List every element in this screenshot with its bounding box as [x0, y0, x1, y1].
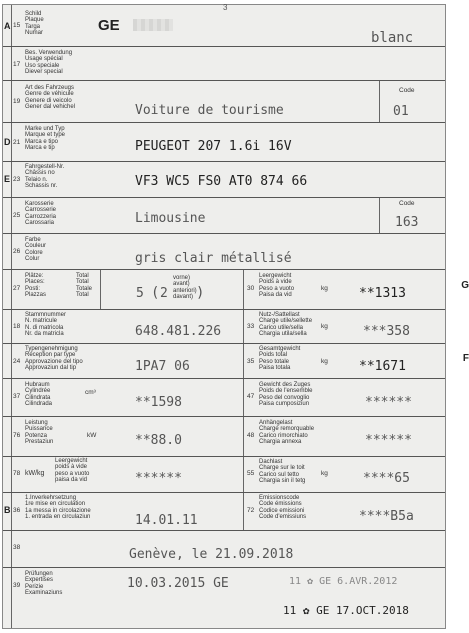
row-matricule-payload — [3, 309, 445, 343]
field-label: Farbe Couleur Colore Colur — [25, 237, 47, 262]
train-weight-value: ****** — [365, 395, 412, 410]
field-label: Plätze: Places: Posti: Plazzas — [25, 273, 47, 298]
power-value: **88.0 — [135, 433, 182, 448]
row-inspections — [3, 567, 445, 628]
field-label: Marke und Typ Marque et type Marca e tipo Marca e tip — [25, 126, 66, 151]
field-label: Prüfungen Expertises Perizie Examinaziuns — [25, 571, 63, 596]
field-label: Typengenehmigung Réception par type Approvazione del tipo Approvaziun dal tip — [25, 346, 83, 371]
field-number: 76 — [13, 432, 21, 439]
row-power-trailer — [3, 416, 445, 456]
field-number: 23 — [13, 176, 21, 183]
first-registration-value: 14.01.11 — [135, 513, 198, 528]
registration-document — [2, 3, 469, 629]
field-number: 17 — [13, 61, 21, 68]
row-vehicle-type — [3, 80, 445, 122]
field-label: Leergewicht poids à vide peso a vuoto paisa da vid — [55, 458, 90, 483]
seats-total: 5 — [136, 286, 144, 301]
vehicle-type-code: 01 — [393, 104, 409, 119]
field-number: 38 — [13, 544, 21, 551]
row-body — [3, 197, 445, 233]
canton-code: GE — [98, 17, 120, 34]
unit-kw: kW — [87, 432, 97, 439]
row-displacement-train — [3, 378, 445, 416]
section-letter-b: B — [4, 505, 11, 515]
field-number: 39 — [13, 582, 21, 589]
field-number: 15 — [13, 22, 21, 29]
row-special-use — [3, 46, 445, 80]
field-number: 35 — [247, 358, 255, 365]
displacement-value: **1598 — [135, 395, 182, 410]
field-label: Bes. Verwendung Usage spécial Uso speciale Diever special — [25, 50, 73, 75]
paren-close: ) — [196, 285, 205, 301]
color-value: gris clair métallisé — [135, 251, 292, 266]
roof-load-value: ****65 — [363, 471, 410, 486]
unit-cm3: cm³ — [85, 389, 96, 396]
field-label: Emissionscode Code émissions Codice emissioni Code d'emissiuns — [259, 495, 307, 520]
unit-kg: kg — [321, 323, 328, 330]
field-label: Gewicht des Zuges Poids de l'ensemble Peso del convoglio Paisa cumposiziun — [259, 382, 313, 407]
inspection-stamp-2: 11 ✿ GE 17.OCT.2018 — [283, 604, 409, 617]
field-number: 21 — [13, 139, 21, 146]
row-color — [3, 233, 445, 269]
field-number: 55 — [247, 470, 255, 477]
power-ratio-value: ****** — [135, 471, 182, 486]
field-number: 25 — [13, 212, 21, 219]
field-label: Stammnummer N. matricule N. di matricola Nr. da matricla — [25, 312, 67, 337]
field-number: 78 — [13, 470, 21, 477]
code-label: Code — [399, 200, 415, 207]
field-label: Leistung Puissance Potenza Prestaziun — [25, 420, 54, 445]
field-number: 36 — [13, 507, 21, 514]
unit-kg: kg — [321, 470, 328, 477]
field-number: 37 — [13, 393, 21, 400]
field-label: Schild Plaque Targa Numar — [25, 11, 44, 36]
field-label: Karosserie Carrosserie Carrozzeria Carossaria — [25, 201, 57, 226]
total-labels: Total Total Totale Total — [76, 273, 93, 298]
make-model-value: PEUGEOT 207 1.6i 16V — [135, 139, 292, 154]
row-power-ratio-roof — [3, 456, 445, 492]
field-label: Art des Fahrzeugs Genre de véhicule Genere di veicolo Gener dal vehichel — [25, 85, 76, 110]
unit-kw-kg: kW/kg — [25, 470, 45, 477]
field-number: 30 — [247, 285, 255, 292]
field-number: 33 — [247, 323, 255, 330]
side-letter-f: F — [462, 353, 469, 364]
field-label: Anhängelast Charge remorquable Carico rimorchiato Chargia annexa — [259, 420, 315, 445]
code-label: Code — [399, 87, 415, 94]
row-seats-weight — [3, 269, 469, 309]
field-number: 19 — [13, 98, 21, 105]
payload-value: ***358 — [363, 324, 410, 339]
field-label: Gesamtgewicht Poids total Peso totale Paisa totala — [259, 346, 301, 371]
field-number: 48 — [247, 432, 255, 439]
field-number: 72 — [247, 507, 255, 514]
body-code: 163 — [395, 215, 419, 230]
chassis-number: VF3 WC5 FS0 AT0 874 66 — [135, 174, 308, 189]
row-make-model — [3, 122, 445, 161]
section-letter-e: E — [4, 174, 11, 184]
plate-color: blanc — [371, 30, 414, 46]
redacted-plate-number — [133, 19, 173, 31]
vehicle-type-value: Voiture de tourisme — [135, 103, 284, 118]
field-label: Nutz-/Sattellast Charge utile/sellette Carico utile/sella Chargia utila/sella — [259, 312, 313, 337]
row-type-approval-gross — [3, 343, 469, 378]
type-approval-value: 1PA7 06 — [135, 359, 190, 374]
matricule-value: 648.481.226 — [135, 324, 222, 339]
field-label: Hubraum Cylindrée Cilindrata Cilindrada — [25, 382, 53, 407]
row-first-registration-emissions — [3, 492, 445, 530]
row-chassis — [3, 161, 445, 197]
inspection-stamp-1: 11 ✿ GE 6.AVR.2012 — [289, 576, 398, 587]
unit-kg: kg — [321, 285, 328, 292]
unit-kg: kg — [321, 358, 328, 365]
field-number: 47 — [247, 393, 255, 400]
body-value: Limousine — [135, 211, 206, 226]
gross-weight-value: **1671 — [359, 359, 406, 374]
front-labels: vorne) avant) anteriori) davant) — [173, 275, 197, 300]
section-letter-d: D — [4, 137, 11, 147]
inspection-entry-1: 10.03.2015 GE — [127, 576, 229, 591]
emissions-code-value: ****B5a — [359, 509, 414, 524]
row-issue-place-date — [3, 530, 445, 567]
side-letter-g: G — [461, 280, 469, 291]
field-label: 1.Inverkehrsetzung 1re mise en circulation 1a messa in circolazione 1. entrada en circulaziun — [25, 495, 91, 520]
trailer-weight-value: ****** — [365, 433, 412, 448]
paren-open: ( — [151, 285, 160, 301]
field-number: 18 — [13, 323, 21, 330]
seats-front: 2 — [160, 286, 168, 301]
field-number: 26 — [13, 248, 21, 255]
issue-place-date-value: Genève, le 21.09.2018 — [129, 547, 294, 562]
page-number: 3 — [223, 3, 228, 12]
field-label: Dachlast Charge sur le toit Carico sul tetto Chargia sin il tetg — [259, 459, 306, 484]
row-plate — [3, 5, 445, 46]
field-number: 24 — [13, 358, 21, 365]
empty-weight-value: **1313 — [359, 286, 406, 301]
section-letter-a: A — [4, 21, 11, 31]
field-label: Fahrgestell-Nr. Châssis no Telaio n. Schassis nr. — [25, 164, 65, 189]
field-label: Leergewicht Poids à vide Peso a vuoto Paisa da vid — [259, 273, 295, 298]
field-number: 27 — [13, 285, 21, 292]
